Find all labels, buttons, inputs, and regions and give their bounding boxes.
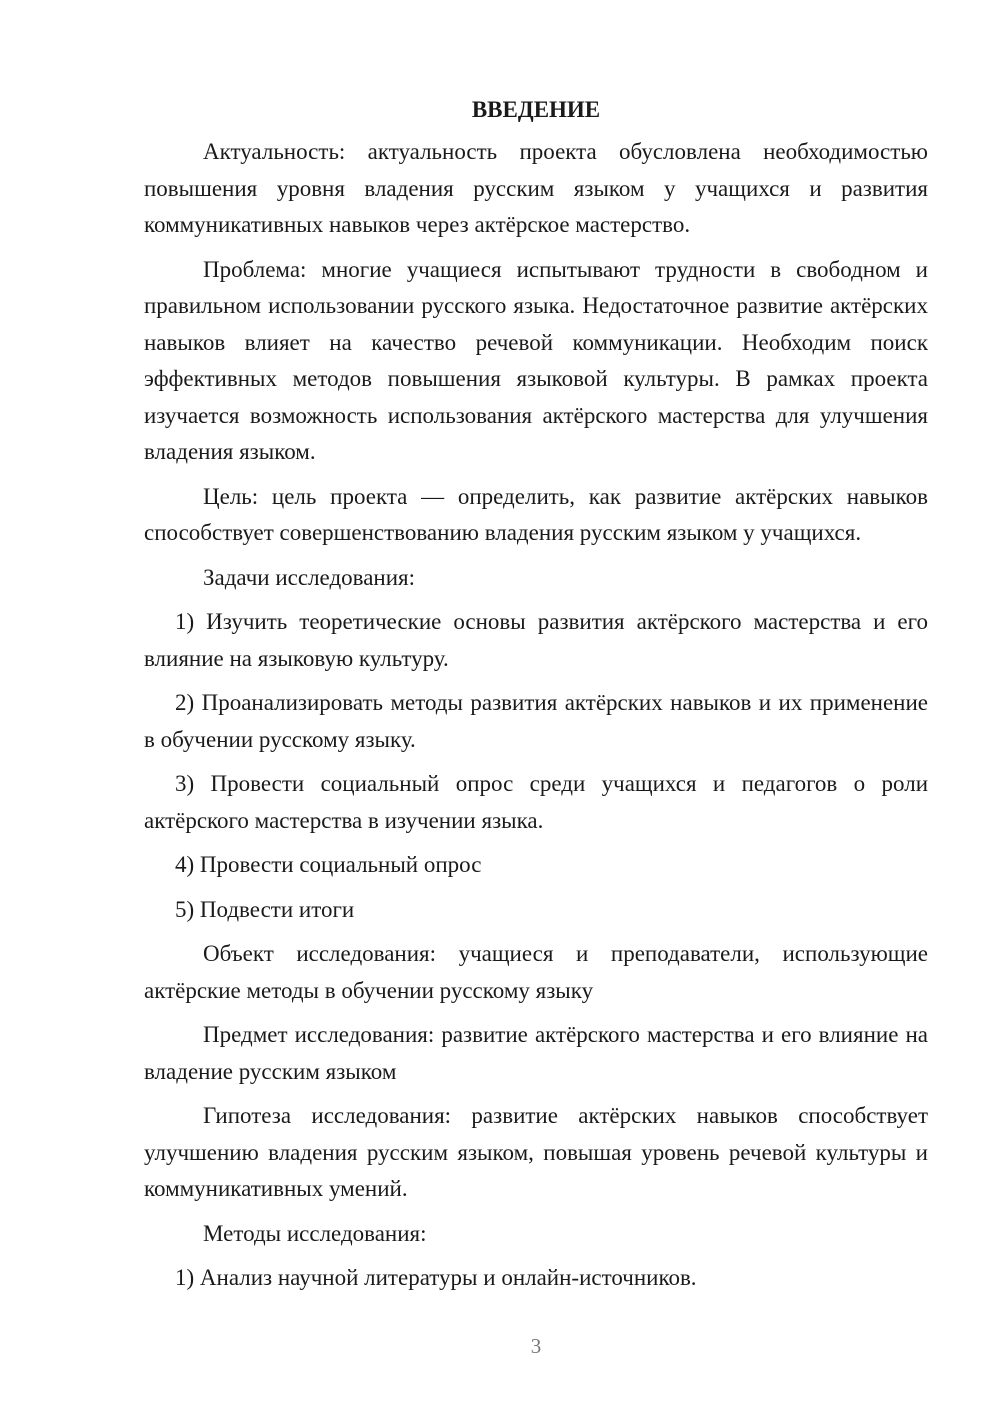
method-item-1: 1) Анализ научной литературы и онлайн-источников. bbox=[175, 1265, 697, 1290]
task-item-4: 4) Провести социальный опрос bbox=[175, 852, 482, 877]
task-item-3: 3) Провести социальный опрос среди учащихся и педагогов о роли актёрского мастерства в изучении языка. bbox=[144, 771, 928, 833]
paragraph-relevance: Актуальность: актуальность проекта обусловлена необходимостью повышения уровня владения русским языком у учащихся и развития коммуникативных навыков через актёрское мастерство. bbox=[144, 139, 928, 237]
paragraph-hypothesis: Гипотеза исследования: развитие актёрских навыков способствует улучшению владения русским языком, повышая уровень речевой культуры и коммуникативных умений. bbox=[144, 1103, 928, 1201]
paragraph-problem: Проблема: многие учащиеся испытывают трудности в свободном и правильном использовании русского языка. Недостаточное развитие актёрских навыков влияет на качество речевой коммуникации. Необходим поиск эффективных методов повышения языковой культуры. В рамках проекта изучается возможность использования актёрского мастерства для улучшения владения языком. bbox=[144, 256, 928, 464]
paragraph-object: Объект исследования: учащиеся и преподаватели, использующие актёрские методы в обучении русскому языку bbox=[144, 941, 928, 1003]
paragraph-goal: Цель: цель проекта — определить, как развитие актёрских навыков способствует совершенствованию владения русским языком у учащихся. bbox=[144, 483, 928, 545]
page-content bbox=[144, 92, 928, 1305]
heading-methods: Методы исследования: bbox=[203, 1220, 427, 1246]
heading-tasks: Задачи исследования: bbox=[203, 564, 416, 590]
task-item-1: 1) Изучить теоретические основы развития актёрского мастерства и его влияние на языковую культуру. bbox=[144, 609, 928, 671]
page-number: 3 bbox=[530, 1334, 542, 1358]
paragraph-subject: Предмет исследования: развитие актёрского мастерства и его влияние на владение русским языком bbox=[144, 1022, 928, 1084]
task-item-5: 5) Подвести итоги bbox=[175, 896, 355, 922]
section-title: ВВЕДЕНИЕ bbox=[471, 97, 601, 122]
task-item-2: 2) Проанализировать методы развития актёрских навыков и их применение в обучении русскому языку. bbox=[144, 690, 928, 752]
